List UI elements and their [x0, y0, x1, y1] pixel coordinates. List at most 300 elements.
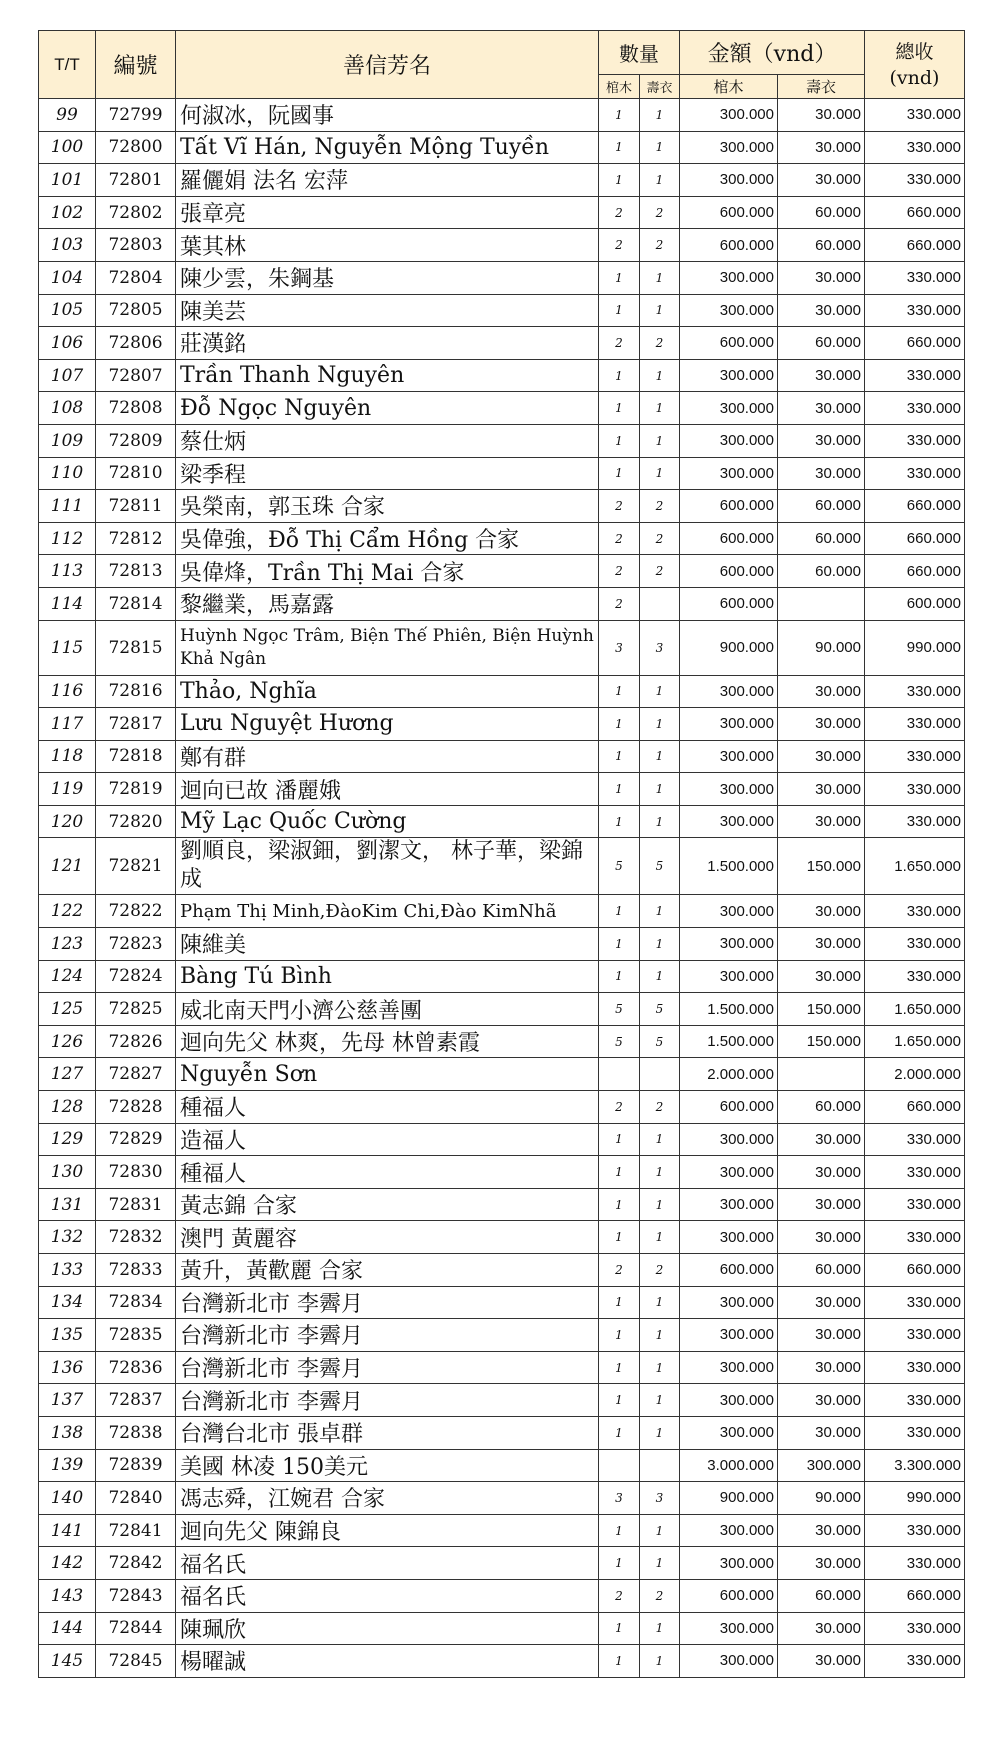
row-shroud-qty: 2: [640, 1579, 680, 1612]
row-coffin-amount: 300.000: [680, 1156, 778, 1189]
row-name: 福名氏: [176, 1579, 599, 1612]
row-tt: 139: [39, 1449, 96, 1482]
row-shroud-qty: 5: [640, 838, 680, 895]
row-coffin-qty: 1: [599, 359, 640, 392]
row-coffin-qty: 2: [599, 587, 640, 620]
row-tt: 105: [39, 294, 96, 327]
row-shroud-amount: 60.000: [778, 196, 865, 229]
row-name: 羅儷娟 法名 宏萍: [176, 164, 599, 197]
row-code: 72806: [96, 327, 176, 360]
header-total-line2: (vnd): [889, 66, 940, 89]
row-tt: 136: [39, 1351, 96, 1384]
row-coffin-amount: 600.000: [680, 196, 778, 229]
row-coffin-qty: 2: [599, 555, 640, 588]
row-name: 迴向先父 林爽，先母 林曾素霞: [176, 1025, 599, 1058]
row-tt: 125: [39, 993, 96, 1026]
row-shroud-qty: 3: [640, 1482, 680, 1515]
row-coffin-qty: 2: [599, 1254, 640, 1287]
row-tt: 113: [39, 555, 96, 588]
row-tt: 122: [39, 895, 96, 928]
row-name: 迴向已故 潘麗娥: [176, 773, 599, 806]
row-coffin-qty: 1: [599, 805, 640, 838]
row-tt: 111: [39, 490, 96, 523]
row-shroud-amount: 60.000: [778, 555, 865, 588]
row-coffin-qty: 5: [599, 1025, 640, 1058]
row-name: 黎繼業，馬嘉露: [176, 587, 599, 620]
row-total: 330.000: [865, 773, 965, 806]
row-total: 330.000: [865, 1319, 965, 1352]
row-coffin-amount: 300.000: [680, 773, 778, 806]
row-name: 台灣台北市 張卓群: [176, 1416, 599, 1449]
table-row: [39, 327, 965, 360]
row-coffin-qty: 1: [599, 708, 640, 741]
row-code: 72818: [96, 740, 176, 773]
row-total: 330.000: [865, 805, 965, 838]
row-name: 鄭有群: [176, 740, 599, 773]
row-name: 莊漢銘: [176, 327, 599, 360]
row-coffin-amount: 300.000: [680, 261, 778, 294]
row-total: 330.000: [865, 1188, 965, 1221]
row-name: 迴向先父 陳錦良: [176, 1514, 599, 1547]
row-shroud-qty: 1: [640, 1123, 680, 1156]
row-shroud-qty: 1: [640, 1612, 680, 1645]
row-code: 72843: [96, 1579, 176, 1612]
row-shroud-qty: 1: [640, 99, 680, 132]
table-row: [39, 196, 965, 229]
row-shroud-qty: 1: [640, 392, 680, 425]
row-code: 72839: [96, 1449, 176, 1482]
row-shroud-qty: 2: [640, 555, 680, 588]
row-total: 660.000: [865, 555, 965, 588]
row-shroud-amount: 60.000: [778, 1579, 865, 1612]
row-shroud-amount: 30.000: [778, 457, 865, 490]
row-coffin-qty: 5: [599, 993, 640, 1026]
row-name: 張章亮: [176, 196, 599, 229]
header-amount: 金額（vnd）: [680, 31, 865, 75]
row-coffin-qty: 2: [599, 327, 640, 360]
row-code: 72813: [96, 555, 176, 588]
table-row: [39, 1514, 965, 1547]
row-total: 330.000: [865, 359, 965, 392]
row-coffin-qty: 1: [599, 99, 640, 132]
row-total: 330.000: [865, 1612, 965, 1645]
row-shroud-amount: 30.000: [778, 1351, 865, 1384]
row-total: 330.000: [865, 1221, 965, 1254]
row-coffin-qty: 1: [599, 261, 640, 294]
row-shroud-amount: 30.000: [778, 1123, 865, 1156]
row-coffin-amount: 300.000: [680, 1221, 778, 1254]
row-tt: 128: [39, 1091, 96, 1124]
donation-table: [38, 30, 965, 1678]
row-code: 72838: [96, 1416, 176, 1449]
row-shroud-qty: 1: [640, 1319, 680, 1352]
table-row: [39, 620, 965, 675]
row-shroud-qty: 1: [640, 1514, 680, 1547]
row-tt: 118: [39, 740, 96, 773]
row-coffin-qty: 1: [599, 1156, 640, 1189]
row-code: 72823: [96, 928, 176, 961]
row-tt: 121: [39, 838, 96, 895]
row-shroud-qty: 1: [640, 928, 680, 961]
row-tt: 110: [39, 457, 96, 490]
row-code: 72800: [96, 131, 176, 164]
row-tt: 130: [39, 1156, 96, 1189]
row-shroud-amount: 30.000: [778, 392, 865, 425]
row-tt: 145: [39, 1645, 96, 1678]
row-code: 72807: [96, 359, 176, 392]
row-code: 72832: [96, 1221, 176, 1254]
table-row: [39, 1645, 965, 1678]
row-name: Nguyễn Sơn: [176, 1058, 599, 1091]
row-shroud-qty: 1: [640, 1188, 680, 1221]
row-code: 72802: [96, 196, 176, 229]
row-shroud-qty: 2: [640, 1254, 680, 1287]
row-coffin-qty: 1: [599, 1645, 640, 1678]
row-code: 72805: [96, 294, 176, 327]
subheader-coffin-qty: 棺木: [599, 75, 640, 99]
row-coffin-amount: 300.000: [680, 1286, 778, 1319]
row-code: 72840: [96, 1482, 176, 1515]
row-coffin-qty: 1: [599, 1384, 640, 1417]
row-coffin-amount: 1.500.000: [680, 1025, 778, 1058]
row-shroud-amount: 30.000: [778, 1221, 865, 1254]
row-shroud-qty: 1: [640, 131, 680, 164]
row-shroud-qty: 2: [640, 327, 680, 360]
row-shroud-qty: 1: [640, 1156, 680, 1189]
row-coffin-amount: 600.000: [680, 1579, 778, 1612]
row-coffin-qty: 2: [599, 522, 640, 555]
row-coffin-qty: 1: [599, 131, 640, 164]
row-coffin-amount: 300.000: [680, 294, 778, 327]
row-coffin-qty: 1: [599, 773, 640, 806]
table-row: [39, 740, 965, 773]
row-total: 660.000: [865, 229, 965, 262]
row-name: 台灣新北市 李霽月: [176, 1384, 599, 1417]
row-total: 990.000: [865, 1482, 965, 1515]
row-shroud-qty: 1: [640, 294, 680, 327]
row-code: 72837: [96, 1384, 176, 1417]
row-total: 660.000: [865, 522, 965, 555]
row-shroud-qty: 1: [640, 740, 680, 773]
row-shroud-qty: 1: [640, 805, 680, 838]
table-row: [39, 928, 965, 961]
row-coffin-amount: 300.000: [680, 359, 778, 392]
row-code: 72822: [96, 895, 176, 928]
row-tt: 144: [39, 1612, 96, 1645]
row-code: 72842: [96, 1547, 176, 1580]
row-shroud-qty: [640, 1449, 680, 1482]
row-shroud-amount: 60.000: [778, 1091, 865, 1124]
table-row: [39, 1449, 965, 1482]
row-code: 72835: [96, 1319, 176, 1352]
row-code: 72834: [96, 1286, 176, 1319]
row-total: 330.000: [865, 675, 965, 708]
row-shroud-qty: 2: [640, 229, 680, 262]
row-coffin-amount: 900.000: [680, 1482, 778, 1515]
row-coffin-amount: 300.000: [680, 392, 778, 425]
table-row: [39, 1254, 965, 1287]
row-name: 福名氏: [176, 1547, 599, 1580]
row-name: 馮志舜，江婉君 合家: [176, 1482, 599, 1515]
row-name: 種福人: [176, 1156, 599, 1189]
table-row: [39, 490, 965, 523]
row-code: 72827: [96, 1058, 176, 1091]
table-row: [39, 1482, 965, 1515]
row-shroud-amount: 30.000: [778, 740, 865, 773]
row-total: 1.650.000: [865, 1025, 965, 1058]
row-name: 黃升，黃歡麗 合家: [176, 1254, 599, 1287]
row-shroud-amount: 60.000: [778, 229, 865, 262]
row-shroud-amount: 30.000: [778, 1384, 865, 1417]
row-total: 330.000: [865, 1286, 965, 1319]
table-row: [39, 131, 965, 164]
row-coffin-qty: 1: [599, 294, 640, 327]
row-shroud-qty: 1: [640, 708, 680, 741]
row-total: 330.000: [865, 928, 965, 961]
table-row: [39, 261, 965, 294]
row-tt: 141: [39, 1514, 96, 1547]
header-quantity: 數量: [599, 31, 680, 75]
table-row: [39, 424, 965, 457]
row-coffin-qty: 2: [599, 1091, 640, 1124]
row-tt: 116: [39, 675, 96, 708]
row-tt: 115: [39, 620, 96, 675]
row-code: 72803: [96, 229, 176, 262]
row-coffin-qty: [599, 1058, 640, 1091]
row-total: 330.000: [865, 164, 965, 197]
row-coffin-amount: 1.500.000: [680, 993, 778, 1026]
row-shroud-qty: 2: [640, 196, 680, 229]
table-row: [39, 392, 965, 425]
row-name: 威北南天門小濟公慈善團: [176, 993, 599, 1026]
row-shroud-amount: 30.000: [778, 1319, 865, 1352]
row-shroud-amount: 30.000: [778, 895, 865, 928]
row-coffin-amount: 300.000: [680, 1416, 778, 1449]
row-coffin-qty: 1: [599, 164, 640, 197]
table-row: [39, 708, 965, 741]
row-tt: 132: [39, 1221, 96, 1254]
row-coffin-amount: 600.000: [680, 327, 778, 360]
row-coffin-amount: 900.000: [680, 620, 778, 675]
row-code: 72830: [96, 1156, 176, 1189]
row-tt: 129: [39, 1123, 96, 1156]
row-shroud-amount: 300.000: [778, 1449, 865, 1482]
row-tt: 112: [39, 522, 96, 555]
table-row: [39, 1188, 965, 1221]
row-coffin-amount: 600.000: [680, 1254, 778, 1287]
row-code: 72828: [96, 1091, 176, 1124]
row-shroud-amount: 60.000: [778, 327, 865, 360]
row-shroud-qty: 1: [640, 164, 680, 197]
row-code: 72808: [96, 392, 176, 425]
row-tt: 137: [39, 1384, 96, 1417]
row-total: 330.000: [865, 131, 965, 164]
table-row: [39, 99, 965, 132]
row-shroud-qty: [640, 587, 680, 620]
row-code: 72820: [96, 805, 176, 838]
row-shroud-qty: 1: [640, 960, 680, 993]
row-shroud-qty: [640, 1058, 680, 1091]
row-code: 72826: [96, 1025, 176, 1058]
row-coffin-amount: 300.000: [680, 457, 778, 490]
row-shroud-qty: 1: [640, 261, 680, 294]
row-shroud-qty: 1: [640, 675, 680, 708]
row-shroud-amount: 30.000: [778, 294, 865, 327]
row-name: 台灣新北市 李霽月: [176, 1286, 599, 1319]
row-coffin-amount: 600.000: [680, 522, 778, 555]
row-tt: 138: [39, 1416, 96, 1449]
row-coffin-amount: 1.500.000: [680, 838, 778, 895]
row-shroud-amount: 90.000: [778, 1482, 865, 1515]
row-shroud-amount: 30.000: [778, 1286, 865, 1319]
row-name: 劉順良，梁淑鈿，劉潔文， 林子華，梁錦成: [176, 838, 599, 895]
row-name: Lưu Nguyệt Hương: [176, 708, 599, 741]
row-shroud-amount: 60.000: [778, 1254, 865, 1287]
row-code: 72809: [96, 424, 176, 457]
row-tt: 120: [39, 805, 96, 838]
row-shroud-amount: 30.000: [778, 261, 865, 294]
row-shroud-amount: 150.000: [778, 993, 865, 1026]
row-tt: 103: [39, 229, 96, 262]
row-shroud-qty: 1: [640, 1351, 680, 1384]
row-code: 72811: [96, 490, 176, 523]
row-tt: 114: [39, 587, 96, 620]
row-name: Trần Thanh Nguyên: [176, 359, 599, 392]
row-coffin-qty: [599, 1449, 640, 1482]
subheader-shroud-qty: 壽衣: [640, 75, 680, 99]
table-row: [39, 522, 965, 555]
row-shroud-amount: 30.000: [778, 99, 865, 132]
row-name: 吳偉強，Đỗ Thị Cẩm Hồng 合家: [176, 522, 599, 555]
table-header: [39, 31, 965, 99]
row-tt: 107: [39, 359, 96, 392]
row-code: 72799: [96, 99, 176, 132]
row-total: 2.000.000: [865, 1058, 965, 1091]
table-row: [39, 1351, 965, 1384]
row-name: 楊曜誠: [176, 1645, 599, 1678]
row-coffin-qty: 1: [599, 1286, 640, 1319]
row-code: 72801: [96, 164, 176, 197]
table-row: [39, 1156, 965, 1189]
row-coffin-qty: 1: [599, 424, 640, 457]
row-name: 陳維美: [176, 928, 599, 961]
row-shroud-qty: 1: [640, 457, 680, 490]
row-code: 72844: [96, 1612, 176, 1645]
table-row: [39, 1612, 965, 1645]
row-name: 吳榮南，郭玉珠 合家: [176, 490, 599, 523]
row-code: 72821: [96, 838, 176, 895]
row-coffin-qty: 1: [599, 1416, 640, 1449]
row-code: 72812: [96, 522, 176, 555]
row-coffin-amount: 300.000: [680, 1547, 778, 1580]
row-name: 葉其林: [176, 229, 599, 262]
row-shroud-amount: 30.000: [778, 1612, 865, 1645]
row-tt: 106: [39, 327, 96, 360]
row-shroud-amount: 30.000: [778, 675, 865, 708]
row-tt: 108: [39, 392, 96, 425]
table-row: [39, 960, 965, 993]
table-row: [39, 838, 965, 895]
row-coffin-amount: 300.000: [680, 1188, 778, 1221]
row-tt: 123: [39, 928, 96, 961]
table-row: [39, 1286, 965, 1319]
table-row: [39, 555, 965, 588]
row-name: 美國 林凌 150美元: [176, 1449, 599, 1482]
row-name: Mỹ Lạc Quốc Cường: [176, 805, 599, 838]
row-tt: 140: [39, 1482, 96, 1515]
row-tt: 99: [39, 99, 96, 132]
row-code: 72815: [96, 620, 176, 675]
row-shroud-qty: 3: [640, 620, 680, 675]
row-name: 造福人: [176, 1123, 599, 1156]
row-total: 330.000: [865, 1351, 965, 1384]
row-shroud-qty: 2: [640, 1091, 680, 1124]
row-shroud-amount: 30.000: [778, 1514, 865, 1547]
row-coffin-amount: 600.000: [680, 1091, 778, 1124]
row-total: 330.000: [865, 261, 965, 294]
row-total: 330.000: [865, 708, 965, 741]
row-total: 330.000: [865, 1123, 965, 1156]
header-total: [865, 31, 965, 99]
table-row: [39, 993, 965, 1026]
row-tt: 119: [39, 773, 96, 806]
row-name: Phạm Thị Minh,ĐàoKim Chi,Đào KimNhã: [176, 895, 599, 928]
row-shroud-amount: [778, 1058, 865, 1091]
row-coffin-amount: 300.000: [680, 1351, 778, 1384]
row-tt: 143: [39, 1579, 96, 1612]
row-tt: 131: [39, 1188, 96, 1221]
row-shroud-amount: 60.000: [778, 490, 865, 523]
row-shroud-qty: 1: [640, 359, 680, 392]
row-shroud-amount: 30.000: [778, 805, 865, 838]
row-shroud-amount: 30.000: [778, 1416, 865, 1449]
row-code: 72829: [96, 1123, 176, 1156]
row-code: 72845: [96, 1645, 176, 1678]
row-shroud-amount: 30.000: [778, 773, 865, 806]
row-total: 660.000: [865, 196, 965, 229]
row-shroud-amount: 30.000: [778, 960, 865, 993]
row-total: 660.000: [865, 1579, 965, 1612]
table-row: [39, 1319, 965, 1352]
row-shroud-qty: 1: [640, 1416, 680, 1449]
row-tt: 124: [39, 960, 96, 993]
row-shroud-qty: 1: [640, 773, 680, 806]
row-total: 330.000: [865, 99, 965, 132]
row-coffin-amount: 300.000: [680, 131, 778, 164]
row-total: 1.650.000: [865, 838, 965, 895]
row-code: 72831: [96, 1188, 176, 1221]
row-code: 72824: [96, 960, 176, 993]
row-code: 72841: [96, 1514, 176, 1547]
row-coffin-qty: 1: [599, 1123, 640, 1156]
row-tt: 135: [39, 1319, 96, 1352]
row-total: 330.000: [865, 1645, 965, 1678]
table-row: [39, 1221, 965, 1254]
table-row: [39, 1025, 965, 1058]
row-coffin-qty: 1: [599, 740, 640, 773]
row-coffin-amount: 300.000: [680, 928, 778, 961]
row-coffin-qty: 1: [599, 1612, 640, 1645]
row-shroud-amount: 30.000: [778, 424, 865, 457]
table-row: [39, 164, 965, 197]
row-shroud-qty: 2: [640, 522, 680, 555]
table-row: [39, 1058, 965, 1091]
row-coffin-qty: 1: [599, 457, 640, 490]
row-name: 梁季程: [176, 457, 599, 490]
row-coffin-amount: 600.000: [680, 490, 778, 523]
row-name: 澳門 黃麗容: [176, 1221, 599, 1254]
row-coffin-qty: 1: [599, 960, 640, 993]
